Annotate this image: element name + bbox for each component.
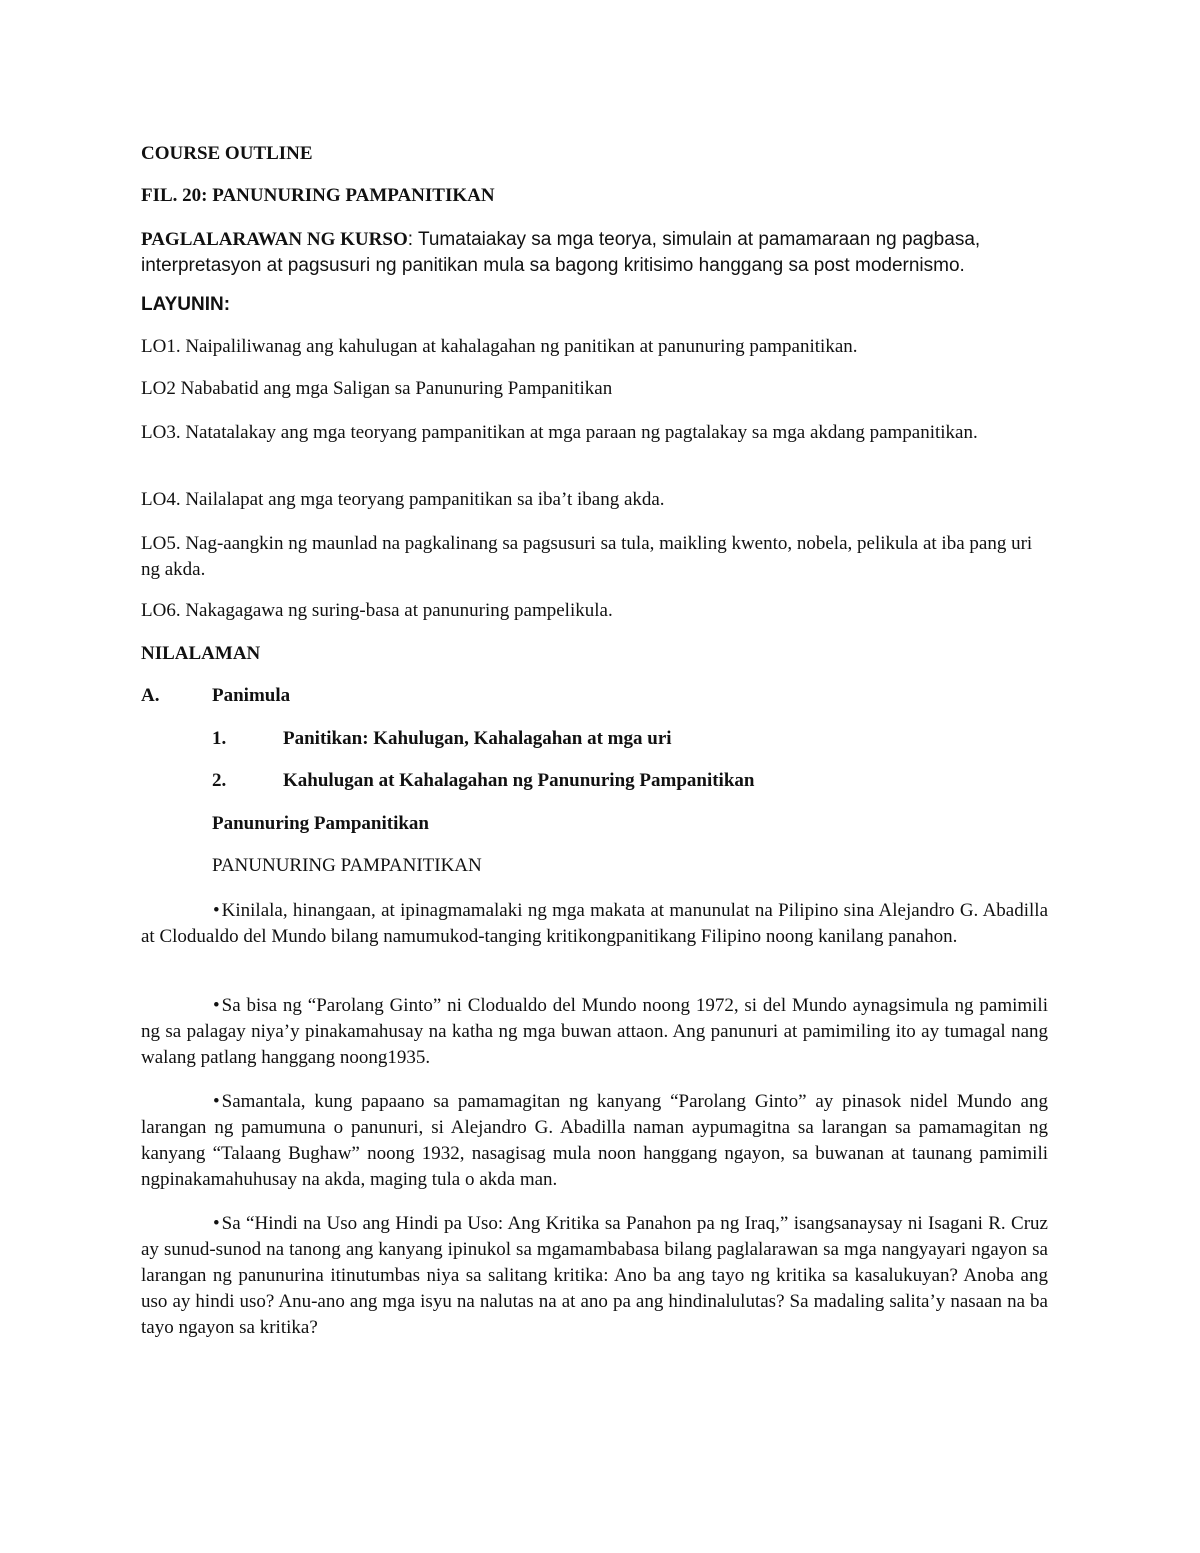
content-heading: NILALAMAN <box>141 643 261 664</box>
bullet-icon: • <box>213 1213 220 1234</box>
bullet-icon: • <box>213 995 220 1016</box>
objective-lo1: LO1. Naipaliliwanag ang kahulugan at kahalagahan ng panitikan at panunuring pampanitikan. <box>141 336 858 357</box>
course-outline-heading: COURSE OUTLINE <box>141 143 313 164</box>
paragraph <box>141 898 1048 950</box>
objective-lo3: LO3. Natatalakay ang mga teoryang pampanitikan at mga paraan ng pagtalakay sa mga akdang pampanitikan. <box>141 422 978 443</box>
bullet-icon: • <box>213 1091 220 1112</box>
course-description-label: PAGLALARAWAN NG KURSO <box>141 229 408 250</box>
subitem-number: 2. <box>212 770 227 791</box>
paragraph <box>141 993 1048 1071</box>
paragraph <box>141 1211 1048 1341</box>
objective-lo5: LO5. Nag-aangkin ng maunlad na pagkalinang sa pagsusuri sa tula, maikling kwento, nobela, pelikula at iba pang uri ng akda. <box>141 533 1033 580</box>
subitem-title: Kahulugan at Kahalagahan ng Panunuring Pampanitikan <box>283 770 755 791</box>
paragraph-text: Samantala, kung papaano sa pamamagitan ng kanyang “Parolang Ginto” ay pinasok nidel Mundo ang larangan ng pamumuna o panunuri, si Alejandro G. Abadilla naman aypumagitna sa larangan sa pamamagitan ng kanyang “Talaang Bughaw” noong 1932, nasagisag mula noon hanggang ngayon, sa buwanan at taunang pamimili ngpinakamahuhusay na akda, maging tula o akda man. <box>141 1091 1048 1190</box>
subheading-plain: PANUNURING PAMPANITIKAN <box>212 855 482 876</box>
course-description <box>141 227 1061 279</box>
paragraph <box>141 1089 1048 1193</box>
subitem-title: Panitikan: Kahulugan, Kahalagahan at mga uri <box>283 728 672 749</box>
objective-lo4: LO4. Nailalapat ang mga teoryang pampanitikan sa iba’t ibang akda. <box>141 489 665 510</box>
paragraph-text: Sa bisa ng “Parolang Ginto” ni Clodualdo del Mundo noong 1972, si del Mundo aynagsimula ng pamimili ng sa palagay niya’y pinakamahusay na katha ng mga buwan attaon. Ang panunuri at pamimiling ito ay tumagal nang walang patlang hanggang noong1935. <box>141 995 1048 1068</box>
subheading-bold: Panunuring Pampanitikan <box>212 813 429 834</box>
bullet-icon: • <box>213 900 220 921</box>
paragraph-text: Sa “Hindi na Uso ang Hindi pa Uso: Ang Kritika sa Panahon pa ng Iraq,” isangsanaysay ni Isagani R. Cruz ay sunud-sunod na tanong ang kanyang ipinukol sa mgamambabasa bilang paglalarawan sa mga nangyayari ngayon sa larangan ng panunurina itinutumbas niya sa salitang kritika: Ano ba ang tayo ng kritika sa kasalukuyan? Anoba ang uso ay hindi uso? Anu-ano ang mga isyu na nalutas na at ano pa ang hindinalulutas? Sa madaling salita’y nasaan na ba tayo ngayon sa kritika? <box>141 1213 1048 1338</box>
paragraph-text: Kinilala, hinangaan, at ipinagmamalaki ng mga makata at manunulat na Pilipino sina Alejandro G. Abadilla at Clodualdo del Mundo bilang namumukod-tanging kritikongpanitikang Filipino noong kanilang panahon. <box>141 900 1048 947</box>
subitem-number: 1. <box>212 728 227 749</box>
course-description-text: Tumataiakay sa mga teorya, simulain at pamamaraan ng pagbasa, interpretasyon at pagsusuri ng panitikan mula sa bagong kritisimo hanggang sa post modernismo. <box>141 229 981 276</box>
objectives-heading: LAYUNIN: <box>141 294 231 315</box>
course-description-separator: : <box>407 229 414 250</box>
section-letter: A. <box>141 685 160 706</box>
objective-lo6: LO6. Nakagagawa ng suring-basa at panunuring pampelikula. <box>141 600 613 621</box>
section-title: Panimula <box>212 685 291 706</box>
course-title: FIL. 20: PANUNURING PAMPANITIKAN <box>141 185 495 206</box>
objective-lo2: LO2 Nababatid ang mga Saligan sa Panunuring Pampanitikan <box>141 378 613 399</box>
